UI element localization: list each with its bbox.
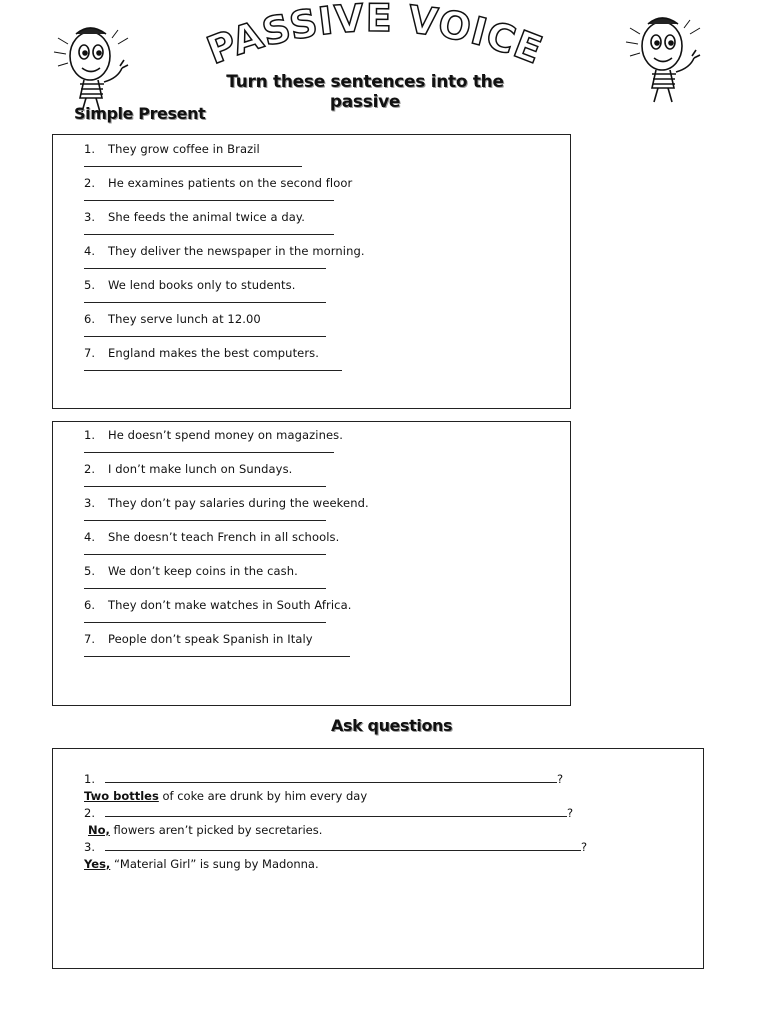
item-text: He examines patients on the second floor <box>108 176 353 190</box>
negative-sentence-1 <box>84 428 343 442</box>
affirmative-answer-line-4[interactable] <box>84 268 326 269</box>
question-mark: ? <box>566 806 574 820</box>
affirmative-sentence-2 <box>84 176 352 190</box>
item-number: 7. <box>84 346 96 360</box>
item-number: 6. <box>84 598 96 612</box>
item-text: We don’t keep coins in the cash. <box>108 564 298 578</box>
section-label-simple-present: Simple Present <box>74 104 206 123</box>
item-text: They serve lunch at 12.00 <box>108 312 261 326</box>
answer-keyword: No, <box>88 823 110 837</box>
affirmative-sentence-6 <box>84 312 261 326</box>
answer-text: “Material Girl” is sung by Madonna. <box>110 857 319 871</box>
item-number: 6. <box>84 312 96 326</box>
question-row-2 <box>84 806 573 820</box>
given-answer-2 <box>88 823 322 837</box>
affirmative-answer-line-6[interactable] <box>84 336 326 337</box>
svg-text:PASSIVE VOICE: PASSIVE VOICE <box>201 2 549 73</box>
mascot-right-image <box>620 8 720 118</box>
answer-keyword: Yes, <box>84 857 111 871</box>
affirmative-answer-line-1[interactable] <box>84 166 302 167</box>
affirmative-sentence-3 <box>84 210 305 224</box>
given-answer-1 <box>84 789 367 803</box>
affirmative-sentence-7 <box>84 346 319 360</box>
affirmative-answer-line-2[interactable] <box>84 200 334 201</box>
affirmative-answer-line-5[interactable] <box>84 302 326 303</box>
negative-sentence-4 <box>84 530 339 544</box>
item-number: 3. <box>84 210 96 224</box>
item-text: People don’t speak Spanish in Italy <box>108 632 313 646</box>
item-number: 1. <box>84 428 96 442</box>
item-text: They grow coffee in Brazil <box>108 142 260 156</box>
answer-keyword: Two bottles <box>84 789 159 803</box>
item-number: 5. <box>84 564 96 578</box>
item-text: They don’t pay salaries during the weekend. <box>108 496 369 510</box>
negative-sentence-3 <box>84 496 369 510</box>
answer-text: of coke are drunk by him every day <box>158 789 368 803</box>
item-text: She doesn’t teach French in all schools. <box>108 530 340 544</box>
page-title <box>160 2 590 82</box>
question-number: 2. <box>84 806 95 820</box>
item-number: 4. <box>84 530 96 544</box>
question-mark: ? <box>556 772 564 786</box>
affirmative-sentence-5 <box>84 278 296 292</box>
question-answer-line[interactable] <box>105 806 567 817</box>
negative-sentence-7 <box>84 632 313 646</box>
negative-answer-line-6[interactable] <box>84 622 326 623</box>
item-text: They don’t make watches in South Africa. <box>108 598 352 612</box>
given-answer-3 <box>84 857 319 871</box>
affirmative-sentence-1 <box>84 142 260 156</box>
item-number: 3. <box>84 496 96 510</box>
negative-answer-line-4[interactable] <box>84 554 326 555</box>
item-number: 7. <box>84 632 96 646</box>
question-number: 3. <box>84 840 95 854</box>
item-text: She feeds the animal twice a day. <box>108 210 305 224</box>
negative-sentence-2 <box>84 462 292 476</box>
negative-answer-line-5[interactable] <box>84 588 326 589</box>
question-row-1 <box>84 772 563 786</box>
affirmative-answer-line-7[interactable] <box>84 370 342 371</box>
affirmative-sentence-4 <box>84 244 365 258</box>
negative-answer-line-1[interactable] <box>84 452 334 453</box>
question-answer-line[interactable] <box>105 840 581 851</box>
negative-answer-line-3[interactable] <box>84 520 326 521</box>
affirmative-answer-line-3[interactable] <box>84 234 334 235</box>
item-number: 2. <box>84 462 96 476</box>
negative-answer-line-2[interactable] <box>84 486 326 487</box>
item-text: He doesn’t spend money on magazines. <box>108 428 343 442</box>
negative-sentence-5 <box>84 564 298 578</box>
item-text: I don’t make lunch on Sundays. <box>108 462 293 476</box>
item-number: 2. <box>84 176 96 190</box>
question-row-3 <box>84 840 587 854</box>
item-number: 5. <box>84 278 96 292</box>
subtitle: Turn these sentences into the passive <box>226 72 504 112</box>
item-number: 1. <box>84 142 96 156</box>
item-text: England makes the best computers. <box>108 346 320 360</box>
question-answer-line[interactable] <box>105 772 557 783</box>
question-mark: ? <box>580 840 588 854</box>
item-number: 4. <box>84 244 96 258</box>
question-number: 1. <box>84 772 95 786</box>
negative-sentence-6 <box>84 598 352 612</box>
negative-answer-line-7[interactable] <box>84 656 350 657</box>
answer-text: flowers aren’t picked by secretaries. <box>109 823 323 837</box>
item-text: They deliver the newspaper in the morning. <box>108 244 365 258</box>
item-text: We lend books only to students. <box>108 278 296 292</box>
section-label-ask-questions: Ask questions <box>331 716 453 735</box>
